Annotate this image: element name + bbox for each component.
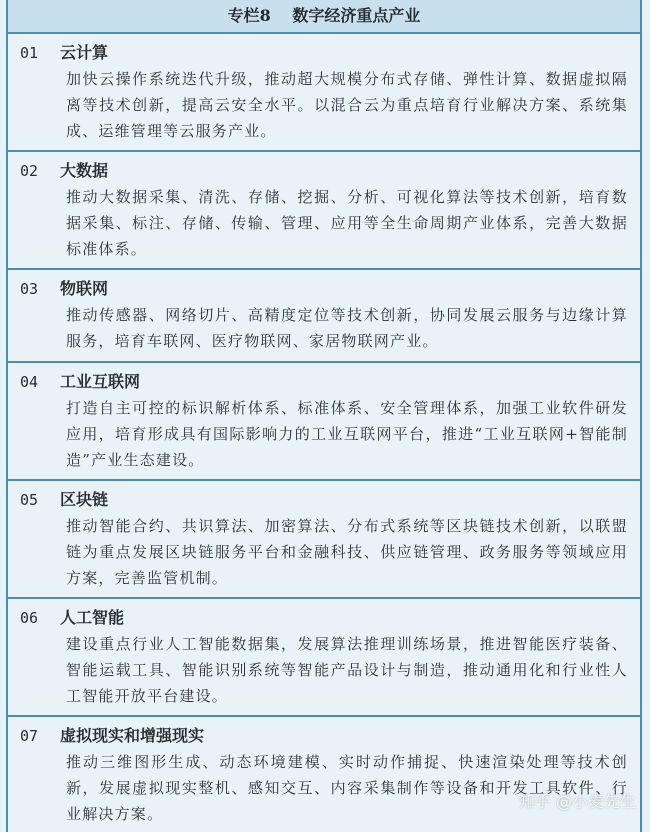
section-body: 加快云操作系统迭代升级，推动超大规模分布式存储、弹性计算、数据虚拟隔离等技术创新，提高云安全水平。以混合云为重点培育行业解决方案、系统集成、运维管理等云服务产业。 xyxy=(66,70,628,140)
section-number: 06 xyxy=(20,609,39,627)
box-title: 数字经济重点产业 xyxy=(292,6,421,25)
section-title: 大数据 xyxy=(60,161,109,180)
section-number: 07 xyxy=(20,727,39,745)
section-iot xyxy=(8,270,640,363)
section-body: 推动三维图形生成、动态环境建模、实时动作捕捉、快速渲染处理等技术创新，发展虚拟现实整机、感知交互、内容采集制作等设备和开发工具软件、行业解决方案。 xyxy=(66,753,628,823)
section-number: 05 xyxy=(20,491,39,509)
section-title: 物联网 xyxy=(60,279,109,298)
section-artificial-intelligence xyxy=(8,599,640,717)
section-number: 04 xyxy=(20,373,39,391)
box-label: 专栏8 xyxy=(227,6,271,25)
section-body: 建设重点行业人工智能数据集，发展算法推理训练场景，推进智能医疗装备、智能运载工具、智能识别系统等智能产品设计与制造，推动通用化和行业性人工智能开放平台建设。 xyxy=(66,635,628,705)
section-vr-ar xyxy=(8,717,640,832)
section-number: 03 xyxy=(20,280,39,298)
section-title: 云计算 xyxy=(60,43,109,62)
section-title: 人工智能 xyxy=(60,608,125,627)
watermark: 知乎 @小麦先生 xyxy=(518,792,636,811)
section-big-data xyxy=(8,152,640,270)
section-number: 01 xyxy=(20,44,39,62)
section-body: 推动智能合约、共识算法、加密算法、分布式系统等区块链技术创新，以联盟链为重点发展区块链服务平台和金融科技、供应链管理、政务服务等领域应用方案，完善监管机制。 xyxy=(66,517,628,587)
section-body: 推动传感器、网络切片、高精度定位等技术创新，协同发展云服务与边缘计算服务，培育车联网、医疗物联网、家居物联网产业。 xyxy=(66,306,628,350)
section-body: 打造自主可控的标识解析体系、标准体系、安全管理体系，加强工业软件研发应用，培育形成具有国际影响力的工业互联网平台，推进“工业互联网+智能制造”产业生态建设。 xyxy=(66,399,628,469)
section-title: 虚拟现实和增强现实 xyxy=(60,726,205,745)
section-body: 推动大数据采集、清洗、存储、挖掘、分析、可视化算法等技术创新，培育数据采集、标注、存储、传输、管理、应用等全生命周期产业体系，完善大数据标准体系。 xyxy=(66,188,628,258)
section-blockchain xyxy=(8,481,640,599)
section-number: 02 xyxy=(20,162,39,180)
section-title: 工业互联网 xyxy=(60,372,141,391)
section-cloud-computing xyxy=(8,34,640,152)
section-title: 区块链 xyxy=(60,490,109,509)
box-header xyxy=(8,0,640,34)
feature-box xyxy=(6,0,642,832)
section-industrial-internet xyxy=(8,363,640,481)
